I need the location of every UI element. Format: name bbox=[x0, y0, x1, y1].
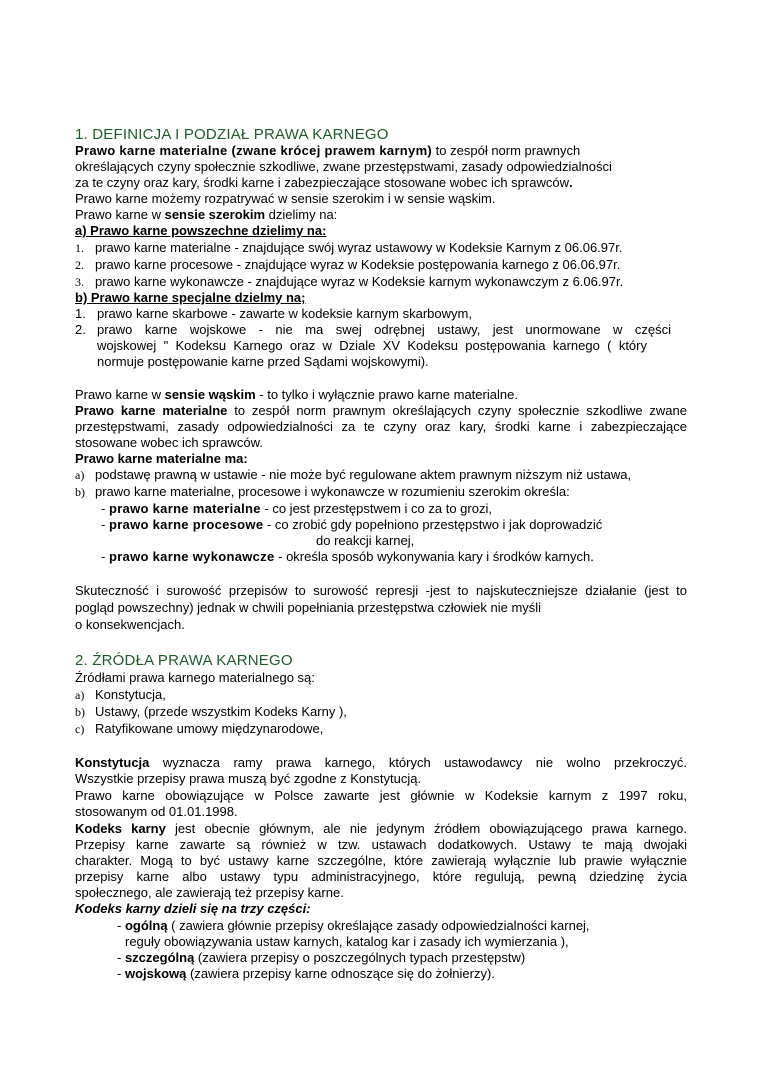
definition-text: to zespół norm prawnych bbox=[432, 143, 581, 158]
code-part-item bbox=[117, 918, 590, 934]
list-item bbox=[75, 240, 622, 256]
list-item-text: prawo karne wojskowe - nie ma swej odrębnej ustawy, jest unormowane w części bbox=[97, 322, 671, 337]
narrow-sense-line bbox=[75, 387, 518, 403]
special-law-title: b) Prawo karne specjalne dzielmy na; bbox=[75, 290, 306, 305]
constitution-term: Konstytucja bbox=[75, 755, 150, 770]
sources-intro: Źródłami prawa karnego materialnego są: bbox=[75, 670, 315, 685]
definition-item bbox=[101, 549, 594, 565]
dash: - bbox=[101, 549, 109, 564]
definition-item-text: - co zrobić gdy popełniono przestępstwo i jak doprowadzić bbox=[263, 517, 603, 532]
code-part-text: (zawiera przepisy o poszczególnych typach przestępstw) bbox=[194, 950, 526, 965]
material-law-has-title: Prawo karne materialne ma: bbox=[75, 451, 248, 466]
penal-code-line-2: Przepisy karne zawarte są również w tzw. ustawach dodatkowych. Ustawy te mają dwojaki bbox=[75, 837, 687, 852]
list-marker: b) bbox=[75, 705, 85, 719]
list-item bbox=[75, 704, 347, 720]
code-part-term: szczególną bbox=[124, 950, 195, 965]
code-part-item bbox=[117, 950, 525, 966]
penal-code-text: jest obecnie głównym, ale nie jedynym źródłem obowiązującego prawa karnego. bbox=[165, 821, 687, 836]
constitution-line-2: Wszystkie przepisy prawa muszą być zgodne z Konstytucją. bbox=[75, 771, 422, 786]
constitution-line-1 bbox=[75, 755, 687, 771]
code-part-text: (zawiera przepisy karne odnoszące się do żołnierzy). bbox=[186, 966, 495, 981]
wide-sense-line bbox=[75, 207, 337, 223]
code-parts-title: Kodeks karny dzieli się na trzy części: bbox=[75, 901, 311, 916]
list-item-text: prawo karne wykonawcze - znajdujące wyraz w Kodeksie karnym wykonawczym z 6.06.97r. bbox=[95, 274, 624, 289]
material-law-line-2: przestępstwami, zasady odpowiedzialności za te czyny oraz kary, środki karne i zabezpieczające bbox=[75, 419, 687, 434]
code-part-term: wojskową bbox=[124, 966, 187, 981]
list-item-text: Ustawy, (przede wszystkim Kodeks Karny ), bbox=[95, 704, 347, 719]
list-marker: a) bbox=[75, 688, 85, 702]
section-2-heading: 2. ŹRÓDŁA PRAWA KARNEGO bbox=[75, 652, 293, 669]
effectiveness-line-3: o konsekwencjach. bbox=[75, 617, 185, 632]
material-law-term: Prawo karne materialne bbox=[75, 403, 228, 418]
definition-item-term: prawo karne procesowe bbox=[108, 517, 264, 532]
narrow-sense-post: - to tylko i wyłącznie prawo karne materialne. bbox=[255, 387, 518, 402]
penal-code-term: Kodeks karny bbox=[75, 821, 166, 836]
list-item-continuation: wojskowej " Kodeksu Karnego oraz w Dziale XV Kodeksu postępowania karnego ( który bbox=[97, 338, 647, 353]
dash: - bbox=[117, 918, 125, 933]
list-item-text: Konstytucja, bbox=[95, 687, 166, 702]
list-item-text: Ratyfikowane umowy międzynarodowe, bbox=[95, 721, 324, 736]
list-item bbox=[75, 484, 570, 500]
definition-line-3 bbox=[75, 175, 573, 191]
list-item-text: prawo karne materialne, procesowe i wykonawcze w rozumieniu szerokim określa: bbox=[95, 484, 570, 499]
definition-item-continuation: do reakcji karnej, bbox=[316, 533, 415, 548]
code-part-continuation: reguły obowiązywania ustaw karnych, katalog kar i zasady ich wymierzania ), bbox=[125, 934, 569, 949]
list-marker: c) bbox=[75, 722, 85, 736]
material-law-line-3: stosowane wobec ich sprawców. bbox=[75, 435, 263, 450]
material-law-line-1 bbox=[75, 403, 687, 419]
senses-line: Prawo karne możemy rozpatrywać w sensie szerokim i w sensie wąskim. bbox=[75, 191, 496, 206]
list-marker: a) bbox=[75, 468, 85, 482]
material-law-text: to zespół norm prawnym określających czyny społecznie szkodliwe zwane bbox=[227, 403, 687, 418]
list-item bbox=[75, 306, 472, 322]
definition-item bbox=[101, 501, 492, 517]
definition-item-term: prawo karne wykonawcze bbox=[108, 549, 275, 564]
definition-item bbox=[101, 517, 602, 533]
penal-code-line-1 bbox=[75, 821, 687, 837]
list-item bbox=[75, 322, 671, 338]
code-part-item bbox=[117, 966, 495, 982]
dash: - bbox=[101, 501, 109, 516]
list-item-text: prawo karne skarbowe - zawarte w kodeksie karnym skarbowym, bbox=[97, 306, 472, 321]
list-item-text: podstawę prawną w ustawie - nie może być regulowane aktem prawnym niższym niż ustawa, bbox=[95, 467, 632, 482]
list-item-text: prawo karne materialne - znajdujące swój wyraz ustawowy w Kodeksie Karnym z 06.06.97r. bbox=[95, 240, 623, 255]
constitution-text: wyznacza ramy prawa karnego, których ustawodawcy nie wolno przekroczyć. bbox=[149, 755, 687, 770]
poland-line-2: stosowanym od 01.01.1998. bbox=[75, 804, 238, 819]
list-marker: 1. bbox=[75, 241, 84, 255]
list-marker: 3. bbox=[75, 275, 84, 289]
list-item bbox=[75, 274, 623, 290]
dash: - bbox=[117, 950, 125, 965]
definition-line-3-text: za te czyny oraz kary, środki karne i zabezpieczające stosowane wobec ich sprawców bbox=[75, 175, 569, 190]
list-marker: 1. bbox=[75, 306, 86, 321]
definition-item-text: - co jest przestępstwem i co za to grozi, bbox=[260, 501, 492, 516]
narrow-sense-term: sensie wąskim bbox=[164, 387, 256, 402]
poland-line-1: Prawo karne obowiązujące w Polsce zawarte jest głównie w Kodeksie karnym z 1997 roku, bbox=[75, 788, 687, 803]
wide-sense-term: sensie szerokim bbox=[164, 207, 266, 222]
effectiveness-line-2: pogląd powszechny) jednak w chwili popełniania przestępstwa człowiek nie myśli bbox=[75, 600, 542, 615]
penal-code-line-5: społecznego, ale zawierają też przepisy karne. bbox=[75, 885, 344, 900]
dash: - bbox=[101, 517, 109, 532]
definition-line-3-dot: . bbox=[568, 175, 573, 190]
list-item bbox=[75, 721, 323, 737]
wide-sense-post: dzielimy na: bbox=[265, 207, 338, 222]
effectiveness-line-1: Skuteczność i surowość przepisów to surowość represji -jest to najskuteczniejsze działanie (jest to bbox=[75, 583, 687, 598]
code-part-term: ogólną bbox=[124, 918, 168, 933]
list-item-continuation: normuje postępowanie karne przed Sądami wojskowymi). bbox=[97, 354, 429, 369]
list-marker: b) bbox=[75, 485, 85, 499]
definition-line-2: określających czyny społecznie szkodliwe, zwane przestępstwami, zasady odpowiedzialności bbox=[75, 159, 612, 174]
list-item bbox=[75, 687, 166, 703]
definition-term: Prawo karne materialne (zwane krócej prawem karnym) bbox=[75, 143, 433, 158]
definition-line-1 bbox=[75, 143, 580, 159]
code-part-text: ( zawiera głównie przepisy określające zasady odpowiedzialności karnej, bbox=[167, 918, 590, 933]
list-item bbox=[75, 467, 631, 483]
wide-sense-pre: Prawo karne w bbox=[75, 207, 165, 222]
dash: - bbox=[117, 966, 125, 981]
list-marker: 2. bbox=[75, 258, 84, 272]
list-item-text: prawo karne procesowe - znajdujące wyraz w Kodeksie postępowania karnego z 06.06.97r. bbox=[95, 257, 621, 272]
penal-code-line-3: charakter. Mogą to być ustawy karne szczególne, które zawierają wyłącznie lub prawie wyłącznie bbox=[75, 853, 687, 868]
general-law-title: a) Prawo karne powszechne dzielimy na: bbox=[75, 223, 327, 238]
definition-item-term: prawo karne materialne bbox=[108, 501, 261, 516]
list-item bbox=[75, 257, 620, 273]
definition-item-text: - określa sposób wykonywania kary i środków karnych. bbox=[274, 549, 594, 564]
narrow-sense-pre: Prawo karne w bbox=[75, 387, 165, 402]
section-1-heading: 1. DEFINICJA I PODZIAŁ PRAWA KARNEGO bbox=[75, 126, 389, 143]
list-marker: 2. bbox=[75, 322, 86, 337]
penal-code-line-4: przepisy karne albo ustawy typu administracyjnego, które regulują, pewną dziedzinę życia bbox=[75, 869, 687, 884]
